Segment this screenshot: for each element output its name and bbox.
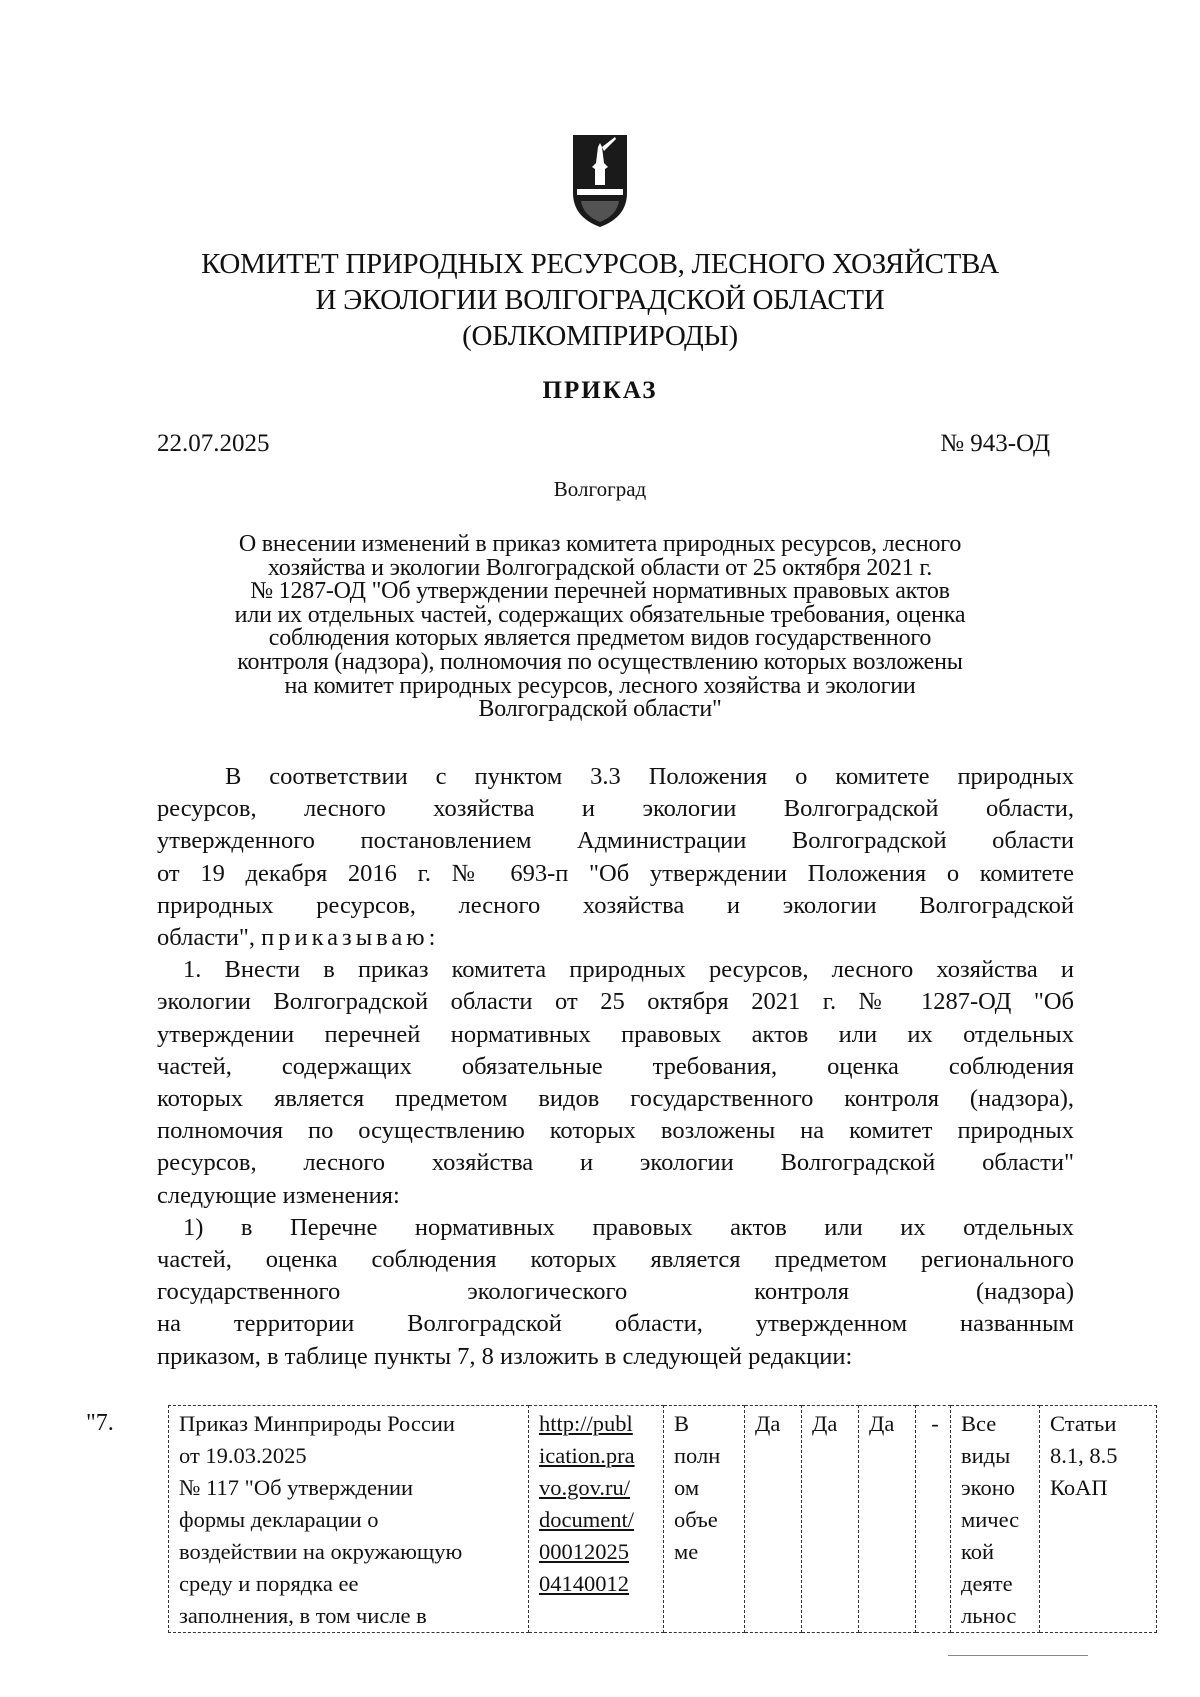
body-line: которых является предметом видов государственного контроля (надзора), — [157, 1085, 1074, 1113]
table-row-number: "7. — [86, 1410, 114, 1436]
cell-line: деяте — [961, 1571, 1013, 1596]
cell-line: объе — [674, 1507, 718, 1532]
cell-line: Все — [961, 1411, 997, 1436]
body-line: 1. Внести в приказ комитета природных ресурсов, лесного хозяйства и — [183, 956, 1074, 984]
cell-line: формы декларации о — [179, 1507, 379, 1532]
cell-yes: Да — [859, 1406, 916, 1633]
decree-word: приказываю: — [261, 924, 440, 952]
cell-line: эконо — [961, 1475, 1015, 1500]
cell-line: среду и порядка ее — [179, 1571, 359, 1596]
body-line: природных ресурсов, лесного хозяйства и экологии Волгоградской — [157, 891, 1074, 919]
order-number: № 943-ОД — [940, 430, 1050, 457]
coat-of-arms-emblem — [571, 133, 629, 229]
organization-name — [0, 246, 1200, 354]
subject-line: О внесении изменений в приказ комитета природных ресурсов, лесного — [238, 531, 962, 557]
body-line: В соответствии с пунктом 3.3 Положения о комитете природных — [225, 763, 1074, 790]
cell-yes: Да — [802, 1406, 859, 1633]
subject-line: № 1287-ОД "Об утверждении перечней нормативных правовых актов — [250, 578, 950, 605]
cell-link[interactable] — [529, 1406, 664, 1633]
cell-line: В — [674, 1411, 690, 1436]
order-subject — [0, 533, 1200, 722]
cell-scope — [664, 1406, 745, 1633]
subject-line: на комитет природных ресурсов, лесного хозяйства и экологии — [284, 672, 916, 699]
cell-line: виды — [961, 1443, 1011, 1468]
cell-line: ме — [674, 1539, 699, 1564]
cell-line: воздействии на окружающую — [179, 1539, 463, 1564]
body-line: утвержденного постановлением Администрации Волгоградской области — [157, 827, 1074, 855]
cell-articles — [1040, 1406, 1157, 1633]
body-line: частей, оценка соблюдения которых является предметом регионального — [157, 1246, 1074, 1274]
paragraph-preamble — [157, 761, 1074, 954]
subject-line: контроля (надзора), полномочия по осуществлению которых возложены — [237, 648, 963, 675]
requirements-table — [168, 1405, 1157, 1633]
order-date: 22.07.2025 — [157, 430, 270, 457]
body-line: от 19 декабря 2016 г. № 693-п "Об утверждении Положения о комитете — [157, 859, 1074, 887]
cell-line: заполнения, в том числе в — [179, 1603, 427, 1628]
cell-yes: Да — [745, 1406, 802, 1633]
footer-divider — [948, 1655, 1088, 1656]
body-line: 1) в Перечне нормативных правовых актов или их отдельных — [183, 1213, 1074, 1241]
order-city: Волгоград — [553, 477, 647, 501]
body-line: частей, содержащих обязательные требования, оценка соблюдения — [157, 1052, 1074, 1080]
cell-line: кой — [961, 1539, 995, 1564]
subject-line: соблюдения которых является предметом видов государственного — [268, 625, 932, 652]
subject-line: хозяйства и экологии Волгоградской области от 25 октября 2021 г. — [267, 554, 933, 581]
cell-line: ом — [674, 1475, 700, 1500]
cell-dash: - — [916, 1406, 951, 1633]
document-link-line[interactable]: 04140012 — [539, 1571, 629, 1596]
document-link-line[interactable]: 00012025 — [539, 1539, 629, 1564]
cell-line: от 19.03.2025 — [179, 1443, 307, 1468]
cell-activity — [951, 1406, 1040, 1633]
document-link-line[interactable]: http://publ — [539, 1411, 633, 1436]
table-row — [169, 1406, 1157, 1633]
body-line: полномочия по осуществлению которых возложены на комитет природных — [157, 1117, 1074, 1145]
subject-line: Волгоградской области" — [478, 696, 722, 723]
order-title: ПРИКАЗ — [542, 377, 658, 404]
body-line: приказом, в таблице пункты 7, 8 изложить в следующей редакции: — [157, 1342, 853, 1370]
document-link-line[interactable]: ication.pra — [539, 1443, 635, 1468]
body-line: экологии Волгоградской области от 25 октября 2021 г. № 1287-ОД "Об — [157, 988, 1074, 1016]
document-link-line[interactable]: vo.gov.ru/ — [539, 1475, 631, 1500]
body-line: государственного экологического контроля (надзора) — [157, 1278, 1074, 1306]
body-line — [157, 922, 1074, 954]
cell-line: льнос — [961, 1603, 1017, 1628]
org-line-1: КОМИТЕТ ПРИРОДНЫХ РЕСУРСОВ, ЛЕСНОГО ХОЗЯЙСТВА — [201, 248, 999, 280]
cell-line: 8.1, 8.5 — [1050, 1443, 1118, 1468]
body-line: ресурсов, лесного хозяйства и экологии Волгоградской области" — [157, 1149, 1074, 1177]
body-text: области", — [157, 924, 256, 952]
cell-line: полн — [674, 1443, 721, 1468]
subject-line: или их отдельных частей, содержащих обязательные требования, оценка — [234, 601, 966, 628]
org-line-3: (ОБЛКОМПРИРОДЫ) — [462, 320, 738, 352]
document-link-line[interactable]: document/ — [539, 1507, 634, 1532]
paragraph-item-1 — [157, 954, 1074, 1212]
body-line: ресурсов, лесного хозяйства и экологии Волгоградской области, — [157, 795, 1074, 823]
cell-line: КоАП — [1050, 1475, 1108, 1500]
cell-line: Статьи — [1050, 1411, 1117, 1436]
cell-act — [169, 1406, 529, 1633]
body-line: на территории Волгоградской области, утвержденном названным — [157, 1310, 1074, 1338]
body-line: утверждении перечней нормативных правовых актов или их отдельных — [157, 1020, 1074, 1048]
paragraph-subitem-1 — [157, 1212, 1074, 1373]
cell-line: № 117 "Об утверждении — [179, 1475, 414, 1500]
body-line: следующие изменения: — [157, 1181, 400, 1209]
cell-line: Приказ Минприроды России — [179, 1411, 455, 1436]
order-body — [157, 761, 1074, 1373]
cell-line: мичес — [961, 1507, 1020, 1532]
org-line-2: И ЭКОЛОГИИ ВОЛГОГРАДСКОЙ ОБЛАСТИ — [315, 284, 885, 316]
